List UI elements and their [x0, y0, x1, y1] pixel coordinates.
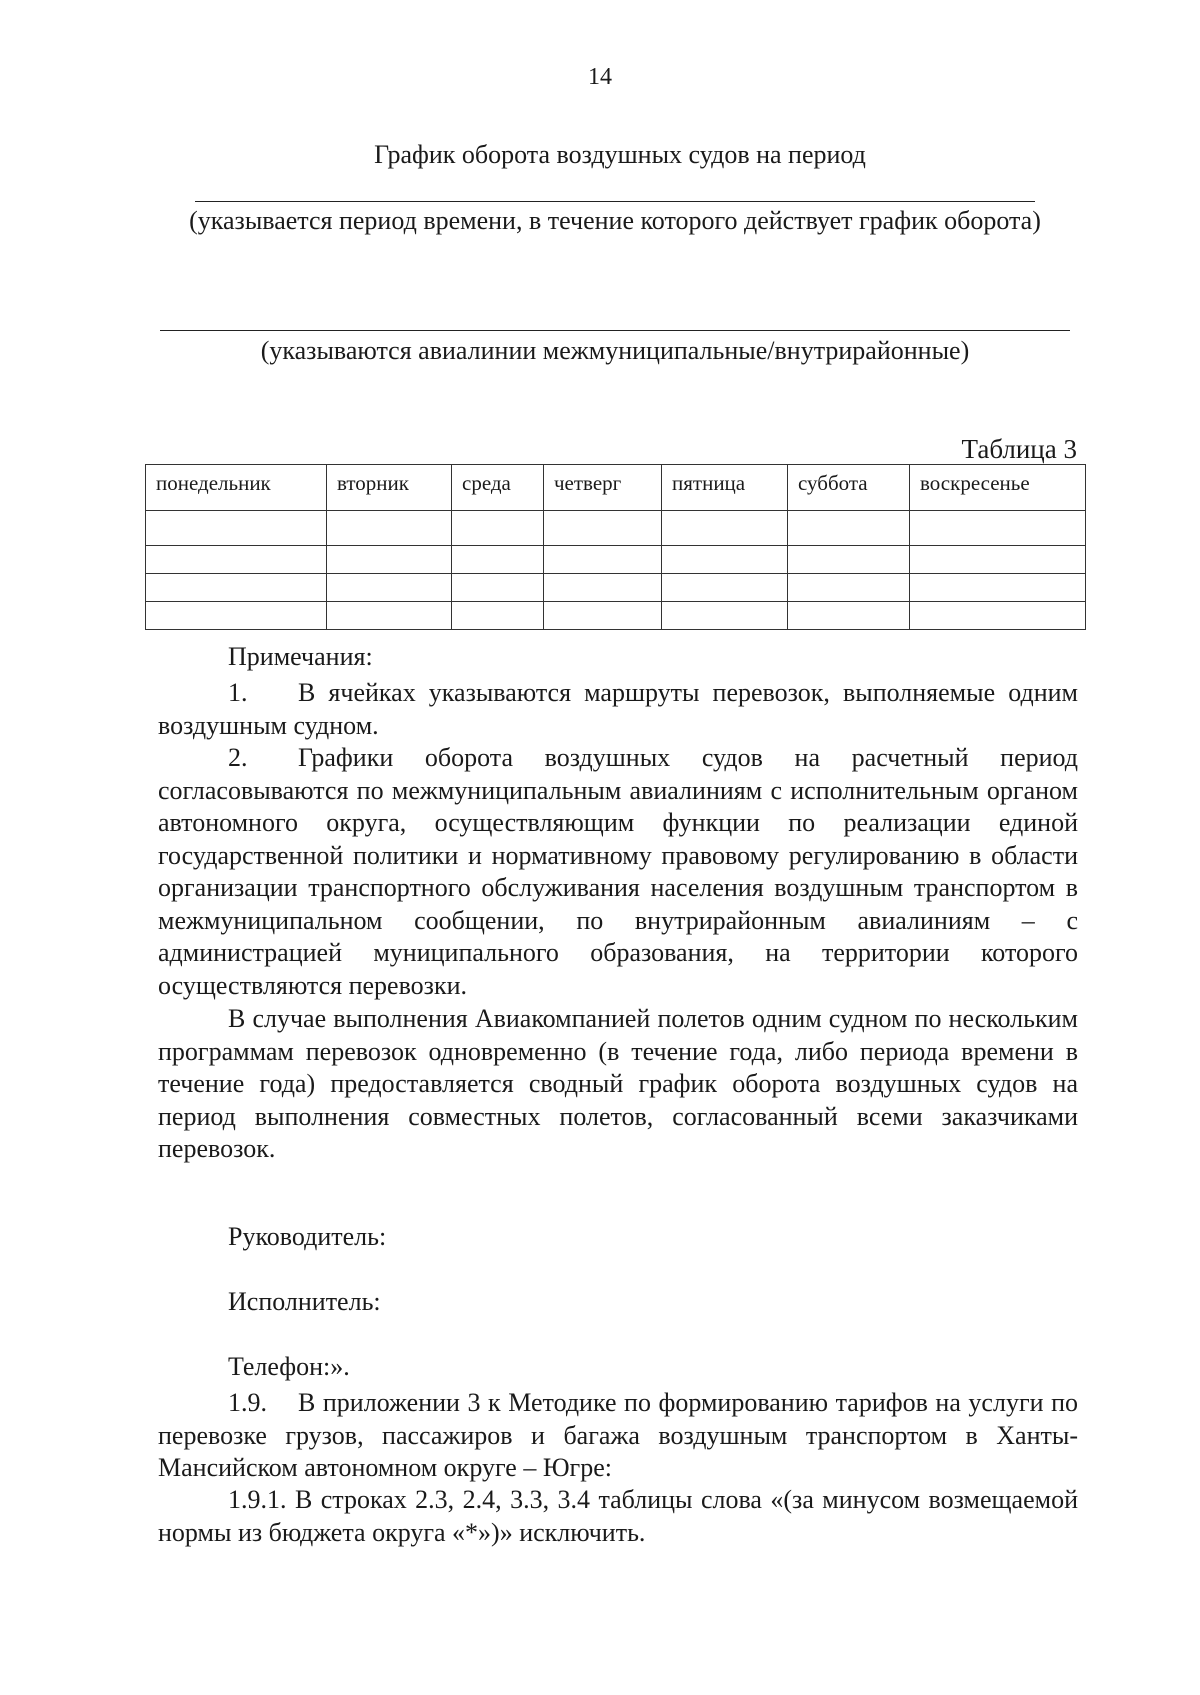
table-cell	[544, 574, 662, 602]
document-title: График оборота воздушных судов на период	[374, 140, 866, 169]
table-row	[146, 602, 1086, 630]
header-wednesday: среда	[452, 465, 544, 511]
page-number: 14	[588, 64, 612, 90]
table-header-row	[146, 465, 1086, 511]
table-cell	[452, 511, 544, 546]
table-cell	[327, 546, 452, 574]
header-friday: пятница	[662, 465, 788, 511]
table-cell	[327, 574, 452, 602]
note-item-1	[158, 677, 1078, 742]
section-number: 1.9.1.	[228, 1485, 287, 1514]
table-cell	[452, 602, 544, 630]
table-cell	[788, 546, 910, 574]
table-cell	[910, 511, 1086, 546]
period-hint: (указывается период времени, в течение которого действует график оборота)	[189, 206, 1041, 235]
table-cell	[662, 574, 788, 602]
table-cell	[327, 602, 452, 630]
table-row	[146, 574, 1086, 602]
header-saturday: суббота	[788, 465, 910, 511]
section-text: В приложении 3 к Методике по формированию тарифов на услуги по перевозке грузов, пассажиров и багажа воздушным транспортом в Ханты-Мансийском автономном округе – Югре:	[158, 1388, 1078, 1482]
note-item-2	[158, 742, 1078, 1002]
section-1-9-1	[158, 1484, 1078, 1549]
table-cell	[544, 511, 662, 546]
table-cell	[544, 546, 662, 574]
schedule-table	[145, 464, 1086, 630]
routes-hint: (указываются авиалинии межмуниципальные/внутрирайонные)	[260, 336, 970, 365]
note-text: В ячейках указываются маршруты перевозок, выполняемые одним воздушным судном.	[158, 678, 1078, 740]
header-sunday: воскресенье	[910, 465, 1086, 511]
table-cell	[910, 546, 1086, 574]
note-number: 2.	[228, 743, 248, 772]
table-cell	[452, 574, 544, 602]
table-cell	[910, 602, 1086, 630]
period-blank-line	[195, 201, 1035, 202]
table-row	[146, 511, 1086, 546]
table-cell	[788, 602, 910, 630]
table-cell	[146, 546, 327, 574]
table-cell	[662, 511, 788, 546]
table-cell	[146, 574, 327, 602]
table-cell	[544, 602, 662, 630]
table-row	[146, 546, 1086, 574]
table-label: Таблица 3	[961, 434, 1077, 464]
section-number: 1.9.	[228, 1388, 267, 1417]
table-cell	[662, 546, 788, 574]
note-text: Графики оборота воздушных судов на расчетный период согласовываются по межмуниципальным авиалиниям с исполнительным органом автономного округа, осуществляющим функции по реализации единой государственной политики и нормативному правовому регулированию в области организации транспортного обслуживания населения воздушным транспортом в межмуниципальном сообщении, по внутрирайонным авиалиниям – с администрацией муниципального образования, на территории которого осуществляются перевозки.	[158, 743, 1078, 1000]
table-cell	[146, 511, 327, 546]
table-cell	[146, 602, 327, 630]
note-number: 1.	[228, 678, 248, 707]
manager-label: Руководитель:	[228, 1222, 387, 1251]
header-monday: понедельник	[146, 465, 327, 511]
section-text: В строках 2.3, 2.4, 3.3, 3.4 таблицы слова «(за минусом возмещаемой нормы из бюджета округа «*»)» исключить.	[158, 1485, 1078, 1547]
executor-label: Исполнитель:	[228, 1287, 381, 1316]
note-paragraph-3: В случае выполнения Авиакомпанией полетов одним судном по нескольким программам перевозок одновременно (в течение года, либо периода времени в течение года) предоставляется сводный график оборота воздушных судов на период выполнения совместных полетов, согласованный всеми заказчиками перевозок.	[158, 1004, 1078, 1163]
notes-heading: Примечания:	[228, 642, 373, 671]
table-cell	[788, 574, 910, 602]
table-cell	[327, 511, 452, 546]
section-1-9	[158, 1387, 1078, 1485]
table-cell	[452, 546, 544, 574]
table-cell	[788, 511, 910, 546]
header-tuesday: вторник	[327, 465, 452, 511]
table-cell	[910, 574, 1086, 602]
routes-blank-line	[160, 330, 1070, 331]
phone-label: Телефон:».	[228, 1352, 350, 1381]
header-thursday: четверг	[544, 465, 662, 511]
table-cell	[662, 602, 788, 630]
